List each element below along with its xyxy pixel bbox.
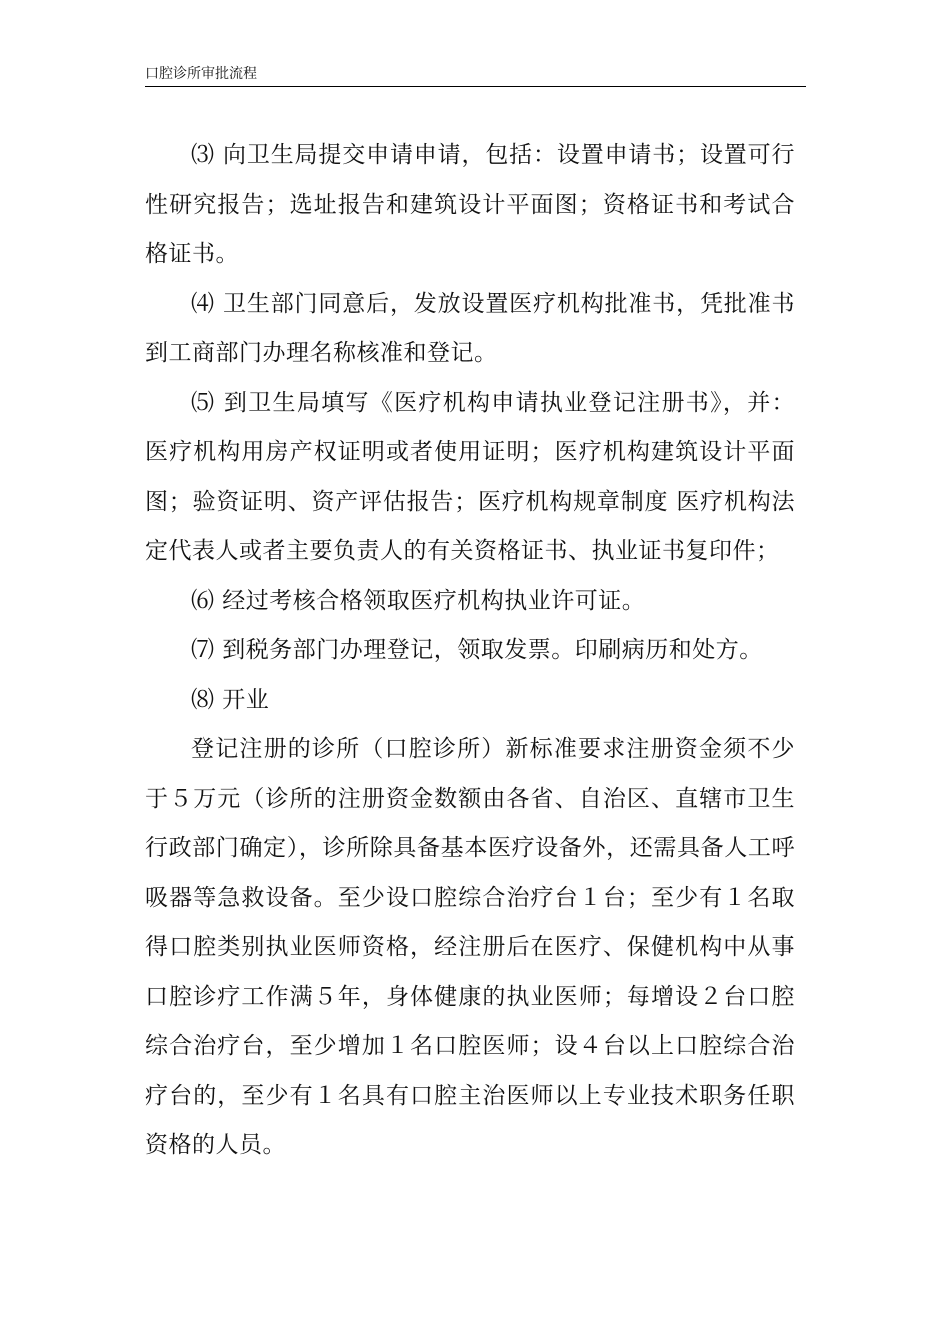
paragraph-step-4: ⑷ 卫生部门同意后，发放设置医疗机构批准书，凭批准书到工商部门办理名称核准和登记。 <box>145 290 795 366</box>
document-body <box>145 131 795 1171</box>
paragraph-step-8: ⑻ 开业 <box>191 686 270 713</box>
paragraph-step-5: ⑸ 到卫生局填写《医疗机构申请执业登记注册书》，并：医疗机构用房产权证明或者使用证明；医疗机构建筑设计平面图；验资证明、资产评估报告；医疗机构规章制度 医疗机构法定代表人或者主要负责人的有关资格证书、执业证书复印件； <box>145 389 795 564</box>
paragraph-step-6: ⑹ 经过考核合格领取医疗机构执业许可证。 <box>191 587 646 614</box>
header-title: 口腔诊所审批流程 <box>145 66 257 82</box>
paragraph-step-3: ⑶ 向卫生局提交申请申请，包括：设置申请书；设置可行性研究报告；选址报告和建筑设计平面图；资格证书和考试合格证书。 <box>145 142 795 267</box>
page-header <box>145 64 806 87</box>
paragraph-step-7: ⑺ 到税务部门办理登记，领取发票。印刷病历和处方。 <box>191 637 763 663</box>
paragraph-requirements: 登记注册的诊所（口腔诊所）新标准要求注册资金须不少于５万元（诊所的注册资金数额由各省、自治区、直辖市卫生行政部门确定），诊所除具备基本医疗设备外，还需具备人工呼吸器等急救设备。至少设口腔综合治疗台１台；至少有１名取得口腔类别执业医师资格，经注册后在医疗、保健机构中从事口腔诊疗工作满５年，身体健康的执业医师；每增设２台口腔综合治疗台，至少增加１名口腔医师；设４台以上口腔综合治疗台的，至少有１名具有口腔主治医师以上专业技术职务任职资格的人员。 <box>145 736 795 1158</box>
